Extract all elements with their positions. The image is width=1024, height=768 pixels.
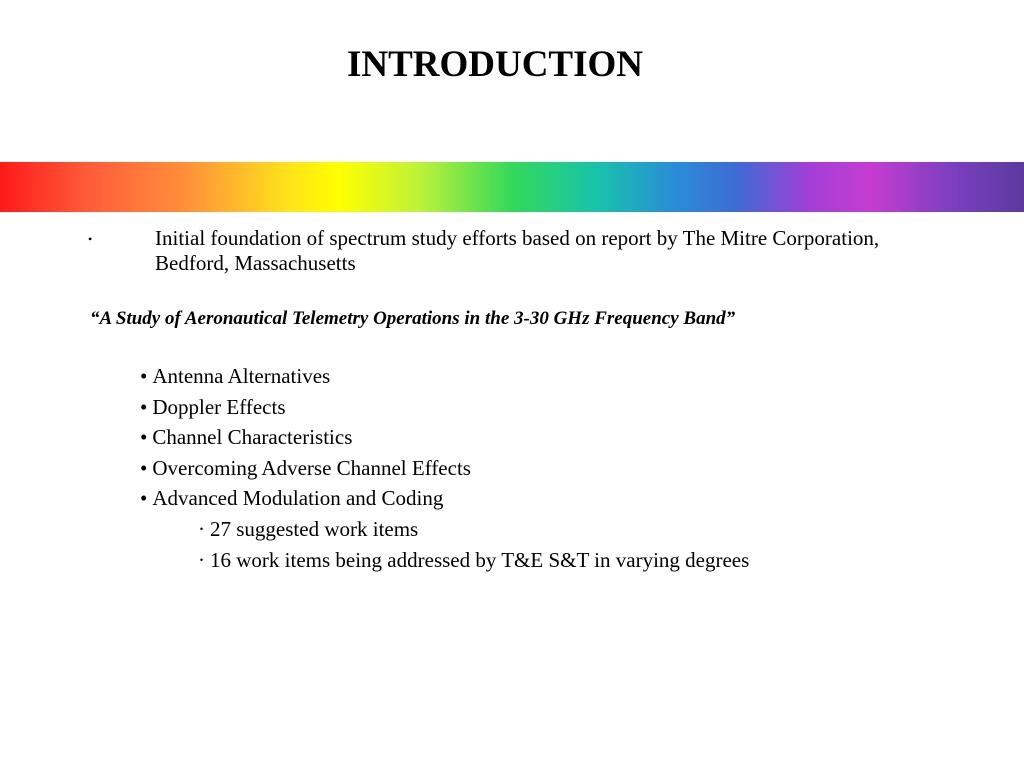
bullet-marker: •: [140, 486, 148, 511]
topic-item: [140, 483, 960, 514]
sub-topic-item: [140, 545, 960, 576]
main-bullet-marker: •: [88, 232, 93, 246]
sub-topic-item: [140, 514, 960, 545]
topic-item: [140, 453, 960, 484]
topic-item-text: Doppler Effects: [152, 394, 286, 419]
topic-item-text: Overcoming Adverse Channel Effects: [152, 455, 471, 480]
report-title: “A Study of Aeronautical Telemetry Operations in the 3-30 GHz Frequency Band”: [90, 308, 736, 329]
bullet-marker: •: [140, 364, 148, 388]
bullet-marker: •: [140, 455, 148, 480]
sub-topic-item-text: 16 work items being addressed by T&E S&T in varying degrees: [210, 547, 750, 572]
topic-item-text: Antenna Alternatives: [152, 364, 331, 388]
sub-bullet-marker: ·: [198, 516, 205, 541]
slide-title: INTRODUCTION: [346, 44, 644, 85]
bullet-marker: •: [140, 425, 148, 450]
spectrum-gradient-bar: [0, 162, 1024, 212]
bullet-marker: •: [140, 394, 148, 419]
topic-item-text: Advanced Modulation and Coding: [152, 486, 444, 511]
topic-item: [140, 422, 960, 453]
main-bullet-text: Initial foundation of spectrum study efforts based on report by The Mitre Corporation, Bedford, Massachusetts: [155, 226, 880, 275]
topic-item-text: Channel Characteristics: [152, 425, 353, 450]
sub-topic-item-text: 27 suggested work items: [210, 516, 419, 541]
topic-item: [140, 392, 960, 423]
topic-item: [140, 361, 960, 392]
topic-list: [140, 361, 960, 575]
sub-bullet-marker: ·: [198, 547, 205, 572]
